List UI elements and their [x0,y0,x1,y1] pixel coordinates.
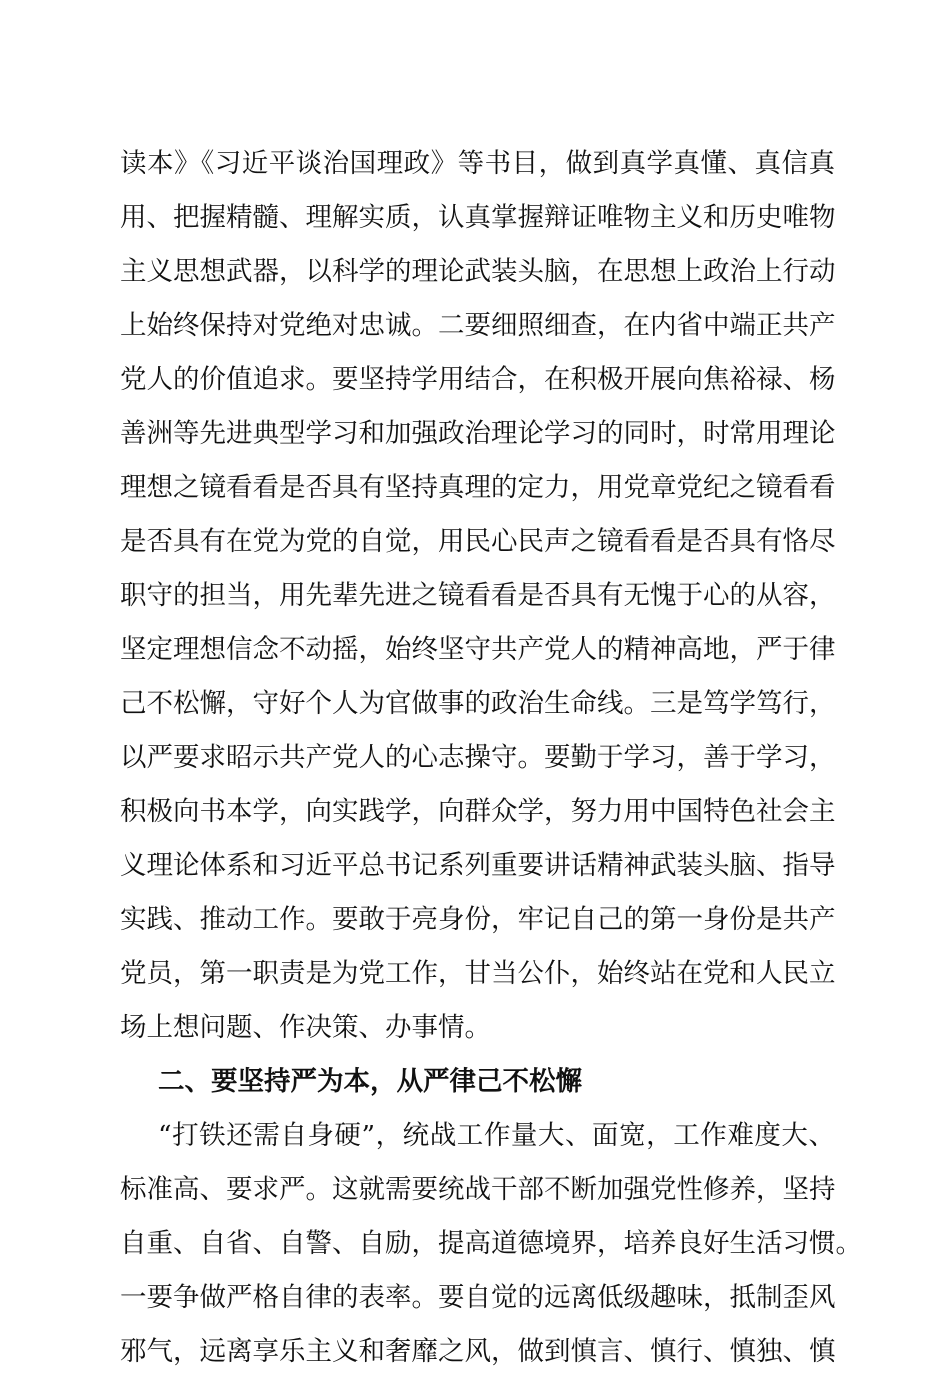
body-text-line: 义理论体系和习近平总书记系列重要讲话精神武装头脑、指导 [120,850,836,881]
body-text-line: 积极向书本学，向实践学，向群众学，努力用中国特色社会主 [120,796,836,827]
body-text-line: 善洲等先进典型学习和加强政治理论学习的同时，时常用理论 [120,418,836,449]
body-text-line: 主义思想武器，以科学的理论武装头脑，在思想上政治上行动 [120,256,836,287]
body-text-line: 上始终保持对党绝对忠诚。二要细照细查，在内省中端正共产 [120,310,836,341]
body-text-line: 坚定理想信念不动摇，始终坚守共产党人的精神高地，严于律 [120,634,836,665]
body-text-line: 场上想问题、作决策、办事情。 [120,1012,491,1043]
body-text-line: 标准高、要求严。这就需要统战干部不断加强党性修养，坚持 [120,1174,836,1205]
body-text-line: 自重、自省、自警、自励，提高道德境界，培养良好生活习惯。 [120,1228,862,1259]
body-text-line: 以严要求昭示共产党人的心志操守。要勤于学习，善于学习， [120,742,836,773]
body-text-line: 党员，第一职责是为党工作，甘当公仆，始终站在党和人民立 [120,958,836,989]
body-text-line: 用、把握精髓、理解实质，认真掌握辩证唯物主义和历史唯物 [120,202,836,233]
body-text-line: 实践、推动工作。要敢于亮身份，牢记自己的第一身份是共产 [120,904,836,935]
body-text-line: 己不松懈，守好个人为官做事的政治生命线。三是笃学笃行， [120,688,836,719]
body-text-line: 职守的担当，用先辈先进之镜看看是否具有无愧于心的从容， [120,580,836,611]
body-text-line: 一要争做严格自律的表率。要自觉的远离低级趣味，抵制歪风 [120,1282,836,1313]
body-text-line: 理想之镜看看是否具有坚持真理的定力，用党章党纪之镜看看 [120,472,836,503]
paragraph-first-line: “打铁还需自身硬”，统战工作量大、面宽，工作难度大、 [158,1120,835,1151]
body-text-line: 党人的价值追求。要坚持学用结合，在积极开展向焦裕禄、杨 [120,364,836,395]
body-text-line: 邪气，远离享乐主义和奢靡之风，做到慎言、慎行、慎独、慎 [120,1336,836,1367]
body-text-line: 是否具有在党为党的自觉，用民心民声之镜看看是否具有恪尽 [120,526,836,557]
body-text-line: 读本》《习近平谈治国理政》等书目，做到真学真懂、真信真 [120,148,835,179]
section-heading: 二、要坚持严为本，从严律己不松懈 [158,1066,582,1097]
